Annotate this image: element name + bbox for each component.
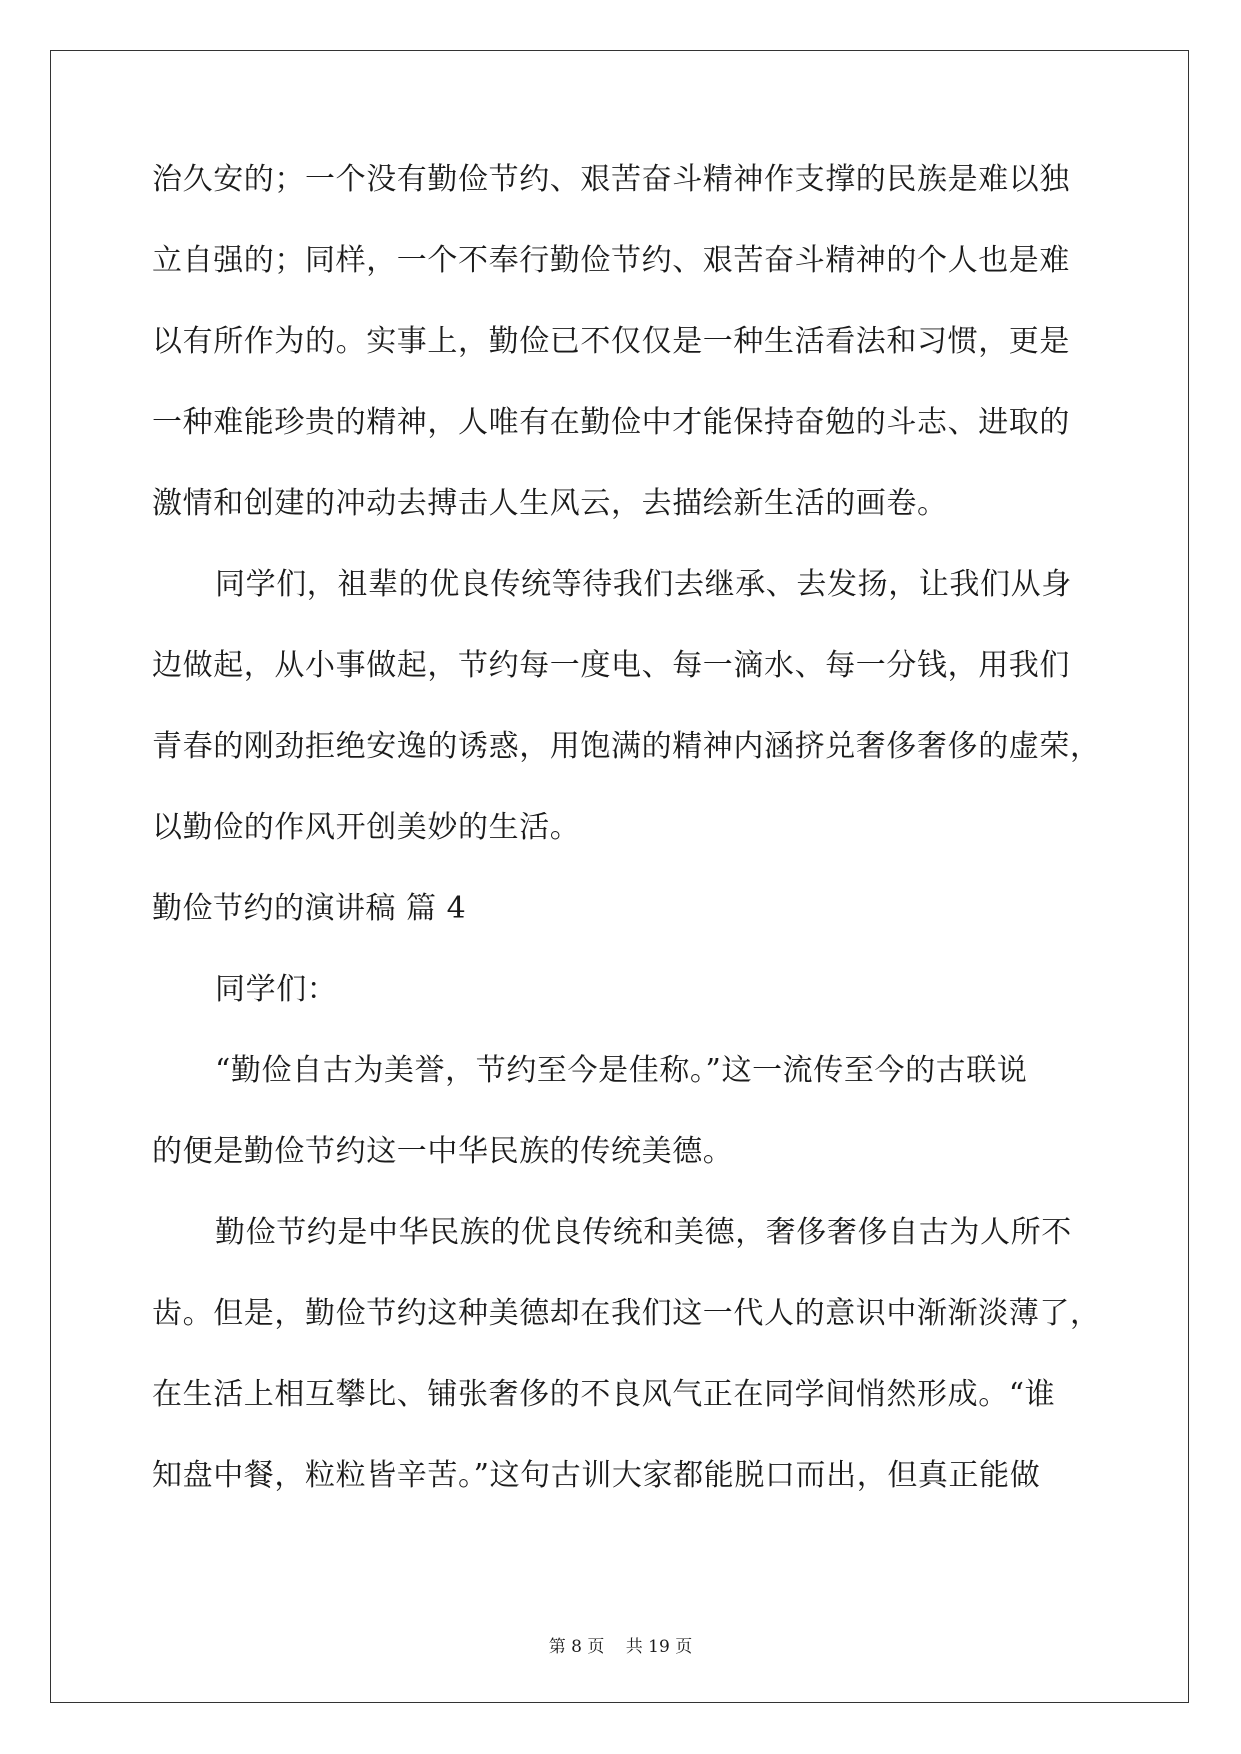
paragraph-line: 以勤俭的作风开创美妙的生活。 xyxy=(152,810,581,845)
page-number: 第 8 页 xyxy=(548,1637,605,1657)
paragraph-line: 的便是勤俭节约这一中华民族的传统美德。 xyxy=(152,1134,734,1169)
paragraph-line: 在生活上相互攀比、铺张奢侈的不良风气正在同学间悄然形成。“谁 xyxy=(152,1377,1056,1412)
paragraph-line: 齿。但是，勤俭节约这种美德却在我们这一代人的意识中渐渐淡薄了， xyxy=(152,1296,1101,1331)
paragraph-line: 治久安的；一个没有勤俭节约、艰苦奋斗精神作支撑的民族是难以独 xyxy=(152,162,1070,197)
paragraph-line: 边做起，从小事做起，节约每一度电、每一滴水、每一分钱，用我们 xyxy=(152,648,1070,683)
paragraph-line: 立自强的；同样，一个不奉行勤俭节约、艰苦奋斗精神的个人也是难 xyxy=(152,243,1070,278)
page-footer xyxy=(0,1632,1241,1657)
section-heading: 勤俭节约的演讲稿 篇 4 xyxy=(152,891,467,926)
salutation: 同学们： xyxy=(215,972,338,1007)
paragraph-line: 勤俭节约是中华民族的优良传统和美德，奢侈奢侈自古为人所不 xyxy=(215,1215,1072,1250)
paragraph-line: 以有所作为的。实事上，勤俭已不仅仅是一种生活看法和习惯，更是 xyxy=(152,324,1070,359)
paragraph-line: 一种难能珍贵的精神，人唯有在勤俭中才能保持奋勉的斗志、进取的 xyxy=(152,405,1070,440)
paragraph-line: 知盘中餐，粒粒皆辛苦。”这句古训大家都能脱口而出，但真正能做 xyxy=(152,1458,1041,1493)
document-body xyxy=(152,160,1101,1537)
paragraph-line: 激情和创建的冲动去搏击人生风云，去描绘新生活的画卷。 xyxy=(152,486,948,521)
paragraph-line: 青春的刚劲拒绝安逸的诱惑，用饱满的精神内涵挤兑奢侈奢侈的虚荣， xyxy=(152,729,1101,764)
paragraph-line: “勤俭自古为美誉，节约至今是佳称。”这一流传至今的古联说 xyxy=(215,1053,1028,1088)
page-total: 共 19 页 xyxy=(625,1637,693,1657)
paragraph-line: 同学们，祖辈的优良传统等待我们去继承、去发扬，让我们从身 xyxy=(215,567,1072,602)
